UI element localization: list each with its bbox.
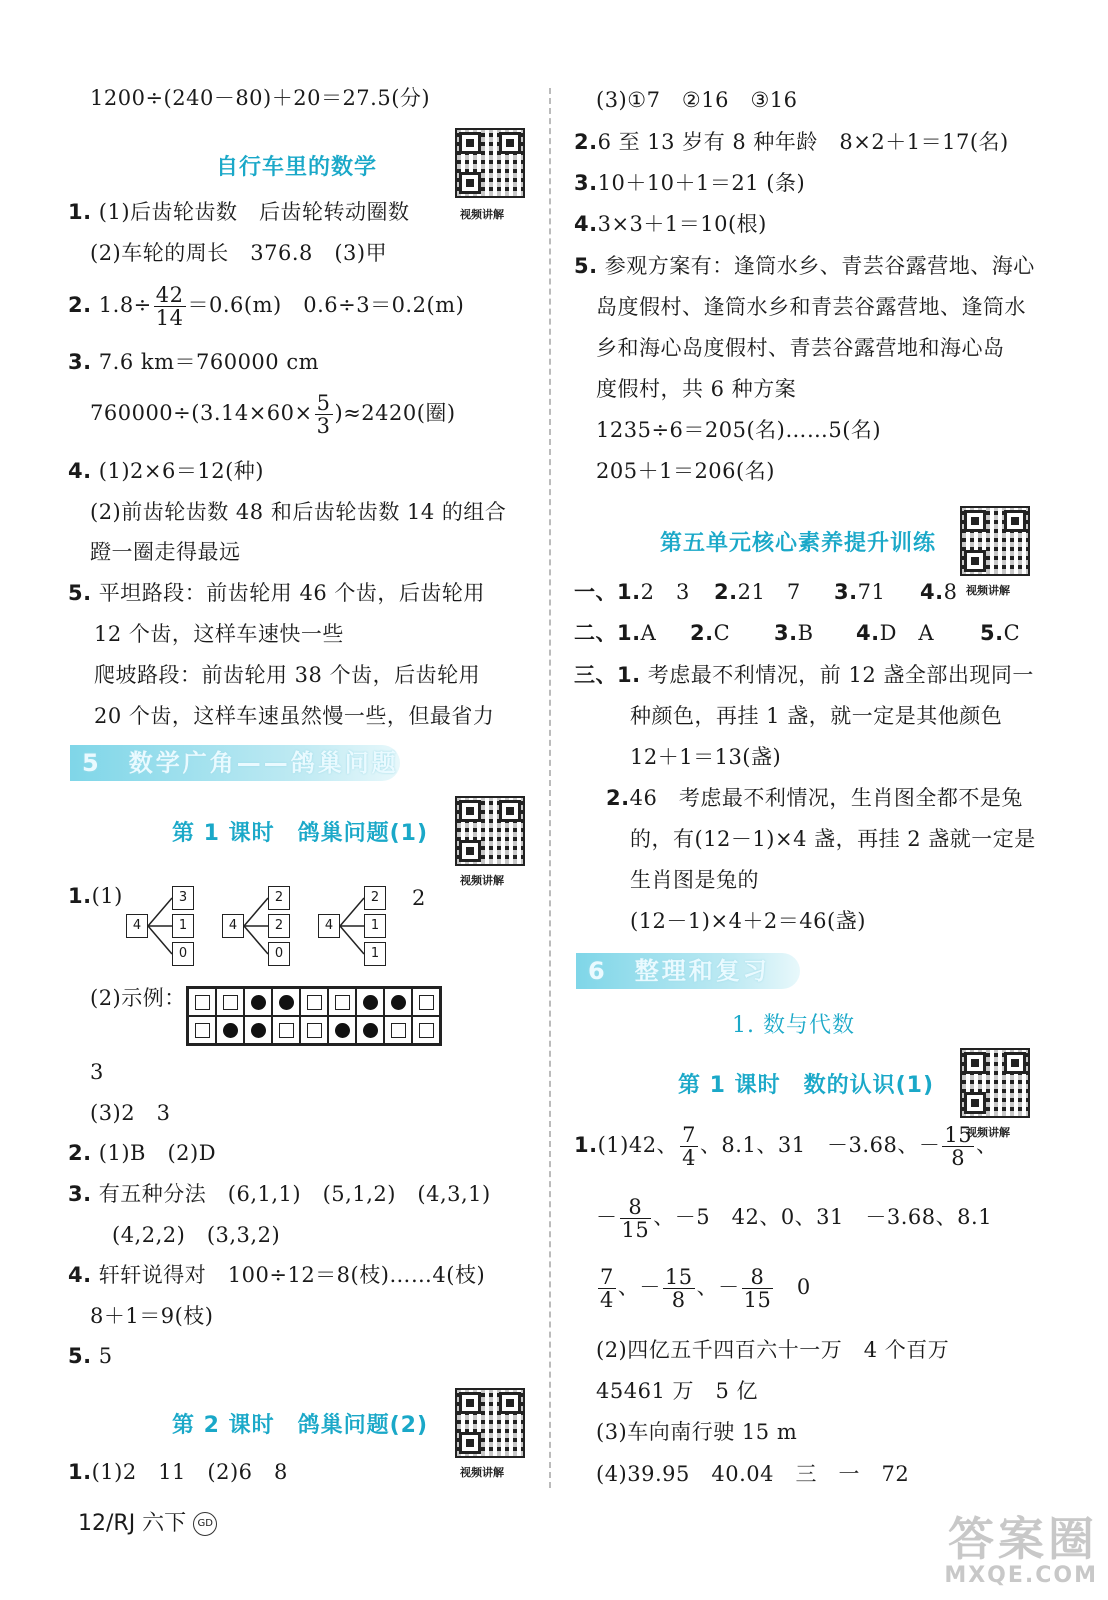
answer-line: 种颜色，再挂 1 盏，就一定是其他颜色 [630, 704, 1003, 728]
subsection-title: 1. 数与代数 [732, 1013, 855, 1038]
answer-line: 8＋1＝9(枝) [90, 1304, 214, 1328]
grid-cell [328, 988, 356, 1016]
answer-line: 1.(1)2 11 (2)6 8 [68, 1460, 288, 1484]
answer-line: 2.46 考虑最不利情况，生肖图全都不是兔 [606, 786, 1023, 810]
grid-cell [412, 1016, 440, 1044]
answer-item: 3.71 [834, 580, 886, 604]
qr-caption: 视频讲解 [460, 1466, 504, 1479]
grid-cell [384, 988, 412, 1016]
filled-circle [251, 995, 266, 1010]
qr-caption: 视频讲解 [966, 1126, 1010, 1139]
filled-circle [279, 995, 294, 1010]
grid-cell [272, 988, 300, 1016]
answer-line: 1.(1)42、 $\frac{7}{4}$ 、8.1、31 －3.68、－ $\frac{15}{8}$ 、 [574, 1123, 998, 1170]
column-divider [549, 88, 551, 1488]
filled-circle [363, 1023, 378, 1038]
tree-root: 4 [222, 914, 244, 938]
fraction: $\frac{15}{8}$ [664, 1265, 693, 1312]
unit-banner: 5 数学广角——鸽巢问题 [70, 745, 400, 781]
tree-leaf: 3 [172, 886, 194, 910]
grid-cell [244, 988, 272, 1016]
fraction: $\frac{42}{14}$ [155, 283, 184, 330]
answer-line: 45461 万 5 亿 [596, 1379, 759, 1403]
grid-cell [188, 988, 216, 1016]
answer-line: 乡和海心岛度假村、青芸谷露营地和海心岛 [596, 336, 1005, 360]
qr-code[interactable] [455, 1388, 525, 1458]
answer-line: 2. (1)B (2)D [68, 1141, 217, 1165]
qr-code[interactable] [455, 128, 525, 198]
answer-line: － $\frac{8}{15}$ 、－5 42、0、31 －3.68、8.1 [596, 1195, 993, 1242]
filled-circle [391, 995, 406, 1010]
page-number: 12 [78, 1511, 106, 1536]
answer-line: (3)①7 ②16 ③16 [596, 88, 798, 112]
tree-leaf: 2 [364, 886, 386, 910]
grid-cell [356, 988, 384, 1016]
answer-line: 1.(1) [68, 884, 123, 908]
answer-line: 岛度假村、逢筒水乡和青芸谷露营地、逢筒水 [596, 295, 1026, 319]
answer-item: 4.8 [920, 580, 958, 604]
answer-line: 1235÷6＝205(名)……5(名) [596, 418, 882, 442]
answer-line: 三、1. 考虑最不利情况，前 12 盏全部出现同一 [574, 663, 1034, 687]
answer-line: 205＋1＝206(名) [596, 459, 775, 483]
answer-line: (2)前齿轮齿数 48 和后齿轮齿数 14 的组合 [90, 500, 507, 524]
edition-badge: GD [193, 1512, 217, 1536]
empty-square [307, 995, 322, 1010]
answer-line: 3. 7.6 km＝760000 cm [68, 350, 320, 374]
answer-item: 2.C [690, 621, 731, 645]
fraction: $\frac{8}{15}$ [621, 1195, 650, 1242]
tree-root: 4 [318, 914, 340, 938]
empty-square [195, 995, 210, 1010]
grid-cell [188, 1016, 216, 1044]
unit-banner: 6 整理和复习 [576, 953, 800, 989]
filled-circle [335, 1023, 350, 1038]
answer-item: 2.21 7 [714, 580, 801, 604]
answer-line: 3.10＋10＋1＝21 (条) [574, 171, 806, 195]
example-grid [186, 986, 442, 1046]
answer-line: 一、1.2 3 [574, 580, 690, 604]
answer-line: (4,2,2) (3,3,2) [112, 1223, 281, 1247]
empty-square [335, 995, 350, 1010]
section-title: 自行车里的数学 [216, 155, 378, 180]
grid-cell [244, 1016, 272, 1044]
qr-caption: 视频讲解 [460, 874, 504, 887]
answer-line: 12 个齿，这样车速快一些 [94, 622, 344, 646]
grid-cell [412, 988, 440, 1016]
empty-square [391, 1023, 406, 1038]
tree-leaf: 2 [268, 886, 290, 910]
empty-square [419, 995, 434, 1010]
answer-line: 蹬一圈走得最远 [90, 540, 241, 564]
answer-line: 爬坡路段：前齿轮用 38 个齿，后齿轮用 [94, 663, 481, 687]
answer-line: $\frac{7}{4}$ 、－ $\frac{15}{8}$ 、－ $\frac{8}{15}$ 0 [600, 1265, 811, 1312]
answer-line: 2.6 至 13 岁有 8 种年龄 8×2＋1＝17(名) [574, 130, 1009, 154]
tree-leaf: 0 [268, 942, 290, 966]
answer-line: 度假村，共 6 种方案 [596, 377, 797, 401]
answer-line: 4. (1)2×6＝12(种) [68, 459, 264, 483]
grid-cell [384, 1016, 412, 1044]
answer-line: (3)2 3 [90, 1101, 171, 1125]
answer-item: 4.D A [856, 621, 935, 645]
filled-circle [363, 995, 378, 1010]
answer-line: (2)车轮的周长 376.8 (3)甲 [90, 241, 388, 265]
answer-line: 5. 5 [68, 1344, 113, 1368]
qr-code[interactable] [455, 796, 525, 866]
answer-line: 3. 有五种分法 (6,1,1) (5,1,2) (4,3,1) [68, 1182, 491, 1206]
filled-circle [223, 1023, 238, 1038]
tree-leaf: 1 [364, 914, 386, 938]
grid-cell [328, 1016, 356, 1044]
qr-caption: 视频讲解 [460, 208, 504, 221]
answer-line: (3)车向南行驶 15 m [596, 1420, 798, 1444]
grid-cell [216, 988, 244, 1016]
answer-line: (12－1)×4＋2＝46(盏) [630, 909, 866, 933]
fraction: $\frac{8}{15}$ [743, 1265, 772, 1312]
answer-line: 4. 轩轩说得对 100÷12＝8(枝)……4(枝) [68, 1263, 486, 1287]
answer-item: 3.B [774, 621, 814, 645]
empty-square [307, 1023, 322, 1038]
grid-cell [356, 1016, 384, 1044]
answer-line: 二、1.A [574, 621, 657, 645]
answer-line: 20 个齿，这样车速虽然慢一些，但最省力 [94, 704, 495, 728]
watermark-url: MXQE.COM [944, 1563, 1098, 1588]
answer-line: 5. 平坦路段：前齿轮用 46 个齿，后齿轮用 [68, 581, 485, 605]
answer-line: (2)示例： [90, 986, 186, 1010]
answer-line: 1. (1)后齿轮齿数 后齿轮转动圈数 [68, 200, 410, 224]
tree-leaf: 1 [364, 942, 386, 966]
answer-line: 4.3×3＋1＝10(根) [574, 212, 767, 236]
empty-square [419, 1023, 434, 1038]
page-footer [78, 1506, 217, 1537]
fraction: $\frac{15}{8}$ [944, 1123, 973, 1170]
empty-square [195, 1023, 210, 1038]
fraction: $\frac{5}{3}$ [316, 391, 331, 438]
answer-line: 生肖图是兔的 [630, 868, 759, 892]
fraction: $\frac{7}{4}$ [682, 1123, 696, 1170]
answer-line: 的，有(12－1)×4 盏，再挂 2 盏就一定是 [630, 827, 1036, 851]
book-label: /RJ 六下 [106, 1511, 187, 1536]
answer-item: 5.C [980, 621, 1021, 645]
lesson-title: 第 2 课时 鸽巢问题(2) [172, 1413, 429, 1438]
lesson-title: 第 1 课时 数的认识(1) [678, 1073, 935, 1098]
watermark-logo: 答案圈 [948, 1512, 1098, 1566]
answer-line: (2)四亿五千四百六十一万 4 个百万 [596, 1338, 950, 1362]
answer-line: 760000÷(3.14×60× $\frac{5}{3}$ )≈2420(圈) [90, 391, 456, 438]
answer-line: (4)39.95 40.04 三 一 72 [596, 1462, 910, 1486]
fraction: $\frac{7}{4}$ [600, 1265, 614, 1312]
tree-root: 4 [126, 914, 148, 938]
qr-code[interactable] [960, 506, 1030, 576]
section-title: 第五单元核心素养提升训练 [660, 531, 937, 556]
grid-cell [216, 1016, 244, 1044]
qr-code[interactable] [960, 1048, 1030, 1118]
empty-square [223, 995, 238, 1010]
grid-cell [300, 988, 328, 1016]
qr-caption: 视频讲解 [966, 584, 1010, 597]
answer-line: 5. 参观方案有：逢筒水乡、青芸谷露营地、海心 [574, 254, 1035, 278]
answer-line: 3 [90, 1060, 104, 1084]
answer-line: 2. 1.8÷ $\frac{42}{14}$ ＝0.6(m) 0.6÷3＝0.2(m) [68, 283, 465, 330]
tree-leaf: 2 [268, 914, 290, 938]
lesson-title: 第 1 课时 鸽巢问题(1) [172, 821, 429, 846]
answer-line: 12＋1＝13(盏) [630, 745, 782, 769]
grid-cell [272, 1016, 300, 1044]
tree-leaf: 1 [172, 914, 194, 938]
tree-leaf: 0 [172, 942, 194, 966]
answer-value: 2 [412, 886, 426, 910]
empty-square [279, 1023, 294, 1038]
watermark [944, 1512, 1098, 1588]
grid-cell [300, 1016, 328, 1044]
text-line: 1200÷(240－80)＋20＝27.5(分) [90, 86, 431, 110]
filled-circle [251, 1023, 266, 1038]
